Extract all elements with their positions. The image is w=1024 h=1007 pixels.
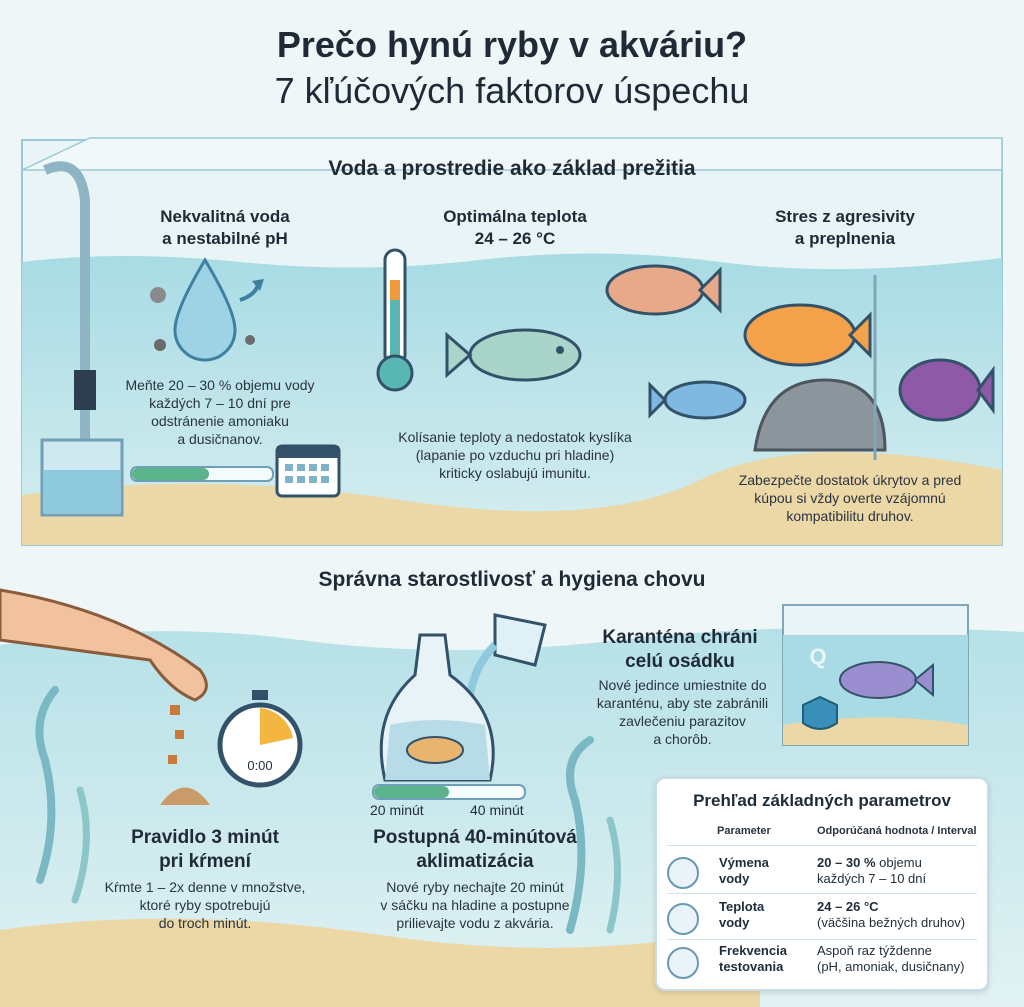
timer-readout: 0:00 [247,758,273,773]
water-change-progress [130,466,274,482]
water-quality-title: Nekvalitná voda a nestabilné pH [160,207,290,248]
feeding-text: Kŕmte 1 – 2x denne v množstve, ktoré ryby spotrebujú do troch minút. [104,879,306,931]
water-quality-text: Meňte 20 – 30 % objemu vody každých 7 – 10 dní pre odstránenie amoniaku a dusičnanov. [125,377,315,447]
table-row-value: Aspoň raz týždenne (pH, amoniak, dusičnany) [817,943,965,974]
column-header-value: Odporúčaná hodnota / Interval [817,825,977,837]
feeding-title: Pravidlo 3 minút pri kŕmení [131,827,279,872]
fish-illustration [445,320,595,390]
acclimation-bag-illustration [375,605,565,790]
water-drop-icon [667,857,699,889]
acclimation-progress-bar [372,784,526,800]
section2-title: Správna starostlivosť a hygiena chovu [318,568,706,591]
temperature-text: Kolísanie teploty a nedostatok kyslíka (lapanie po vzduchu pri hladine) kriticky oslabujú imunitu. [398,429,632,481]
feeding-hand-illustration [0,580,240,810]
quarantine-title: Karanténa chráni celú osádku [602,627,758,672]
column-header-parameter: Parameter [717,825,771,837]
thermometer-icon [370,245,420,395]
table-row-value: 24 – 26 °C (väčšina bežných druhov) [817,899,966,930]
thermometer-icon [667,903,699,935]
temperature-title: Optimálna teplota 24 – 26 °C [443,207,587,248]
acclimation-start-label: 20 minút [370,802,424,818]
table-row-label: Teplota vody [719,899,765,930]
test-tube-icon [667,947,699,979]
water-drop-icon [140,255,270,365]
table-title: Prehľad základných parametrov [693,791,951,810]
aggressive-fish-illustration [595,230,995,460]
quarantine-badge: Q [809,644,827,669]
aggression-text: Zabezpečte dostatok úkrytov a pred kúpou si vždy overte vzájomnú kompatibilitu druhov. [738,472,962,524]
table-row-label: Výmena vody [719,855,769,886]
calendar-icon [275,440,341,498]
page-subtitle: 7 kľúčových faktorov úspechu [274,70,750,111]
quarantine-text: Nové jedince umiestnite do karanténu, aby ste zabránili zavlečeniu parazitov a chorôb. [596,677,769,747]
acclimation-text: Nové ryby nechajte 20 minút v sáčku na hladine a postupne prilievajte vodu z akvária. [380,879,570,931]
table-row-label: Frekvencia testovania [719,943,787,974]
parameters-table [655,777,989,991]
aggression-title: Stres z agresivity a preplnenia [775,207,915,248]
table-row-value: 20 – 30 % objemu každých 7 – 10 dní [817,855,927,886]
page-title: Prečo hynú ryby v akváriu? [276,24,748,65]
acclimation-title: Postupná 40-minútová aklimatizácia [373,827,577,872]
section1-title: Voda a prostredie ako základ prežitia [328,157,696,180]
acclimation-end-label: 40 minút [470,802,524,818]
timer-icon [215,690,305,790]
siphon-tube [30,160,140,520]
